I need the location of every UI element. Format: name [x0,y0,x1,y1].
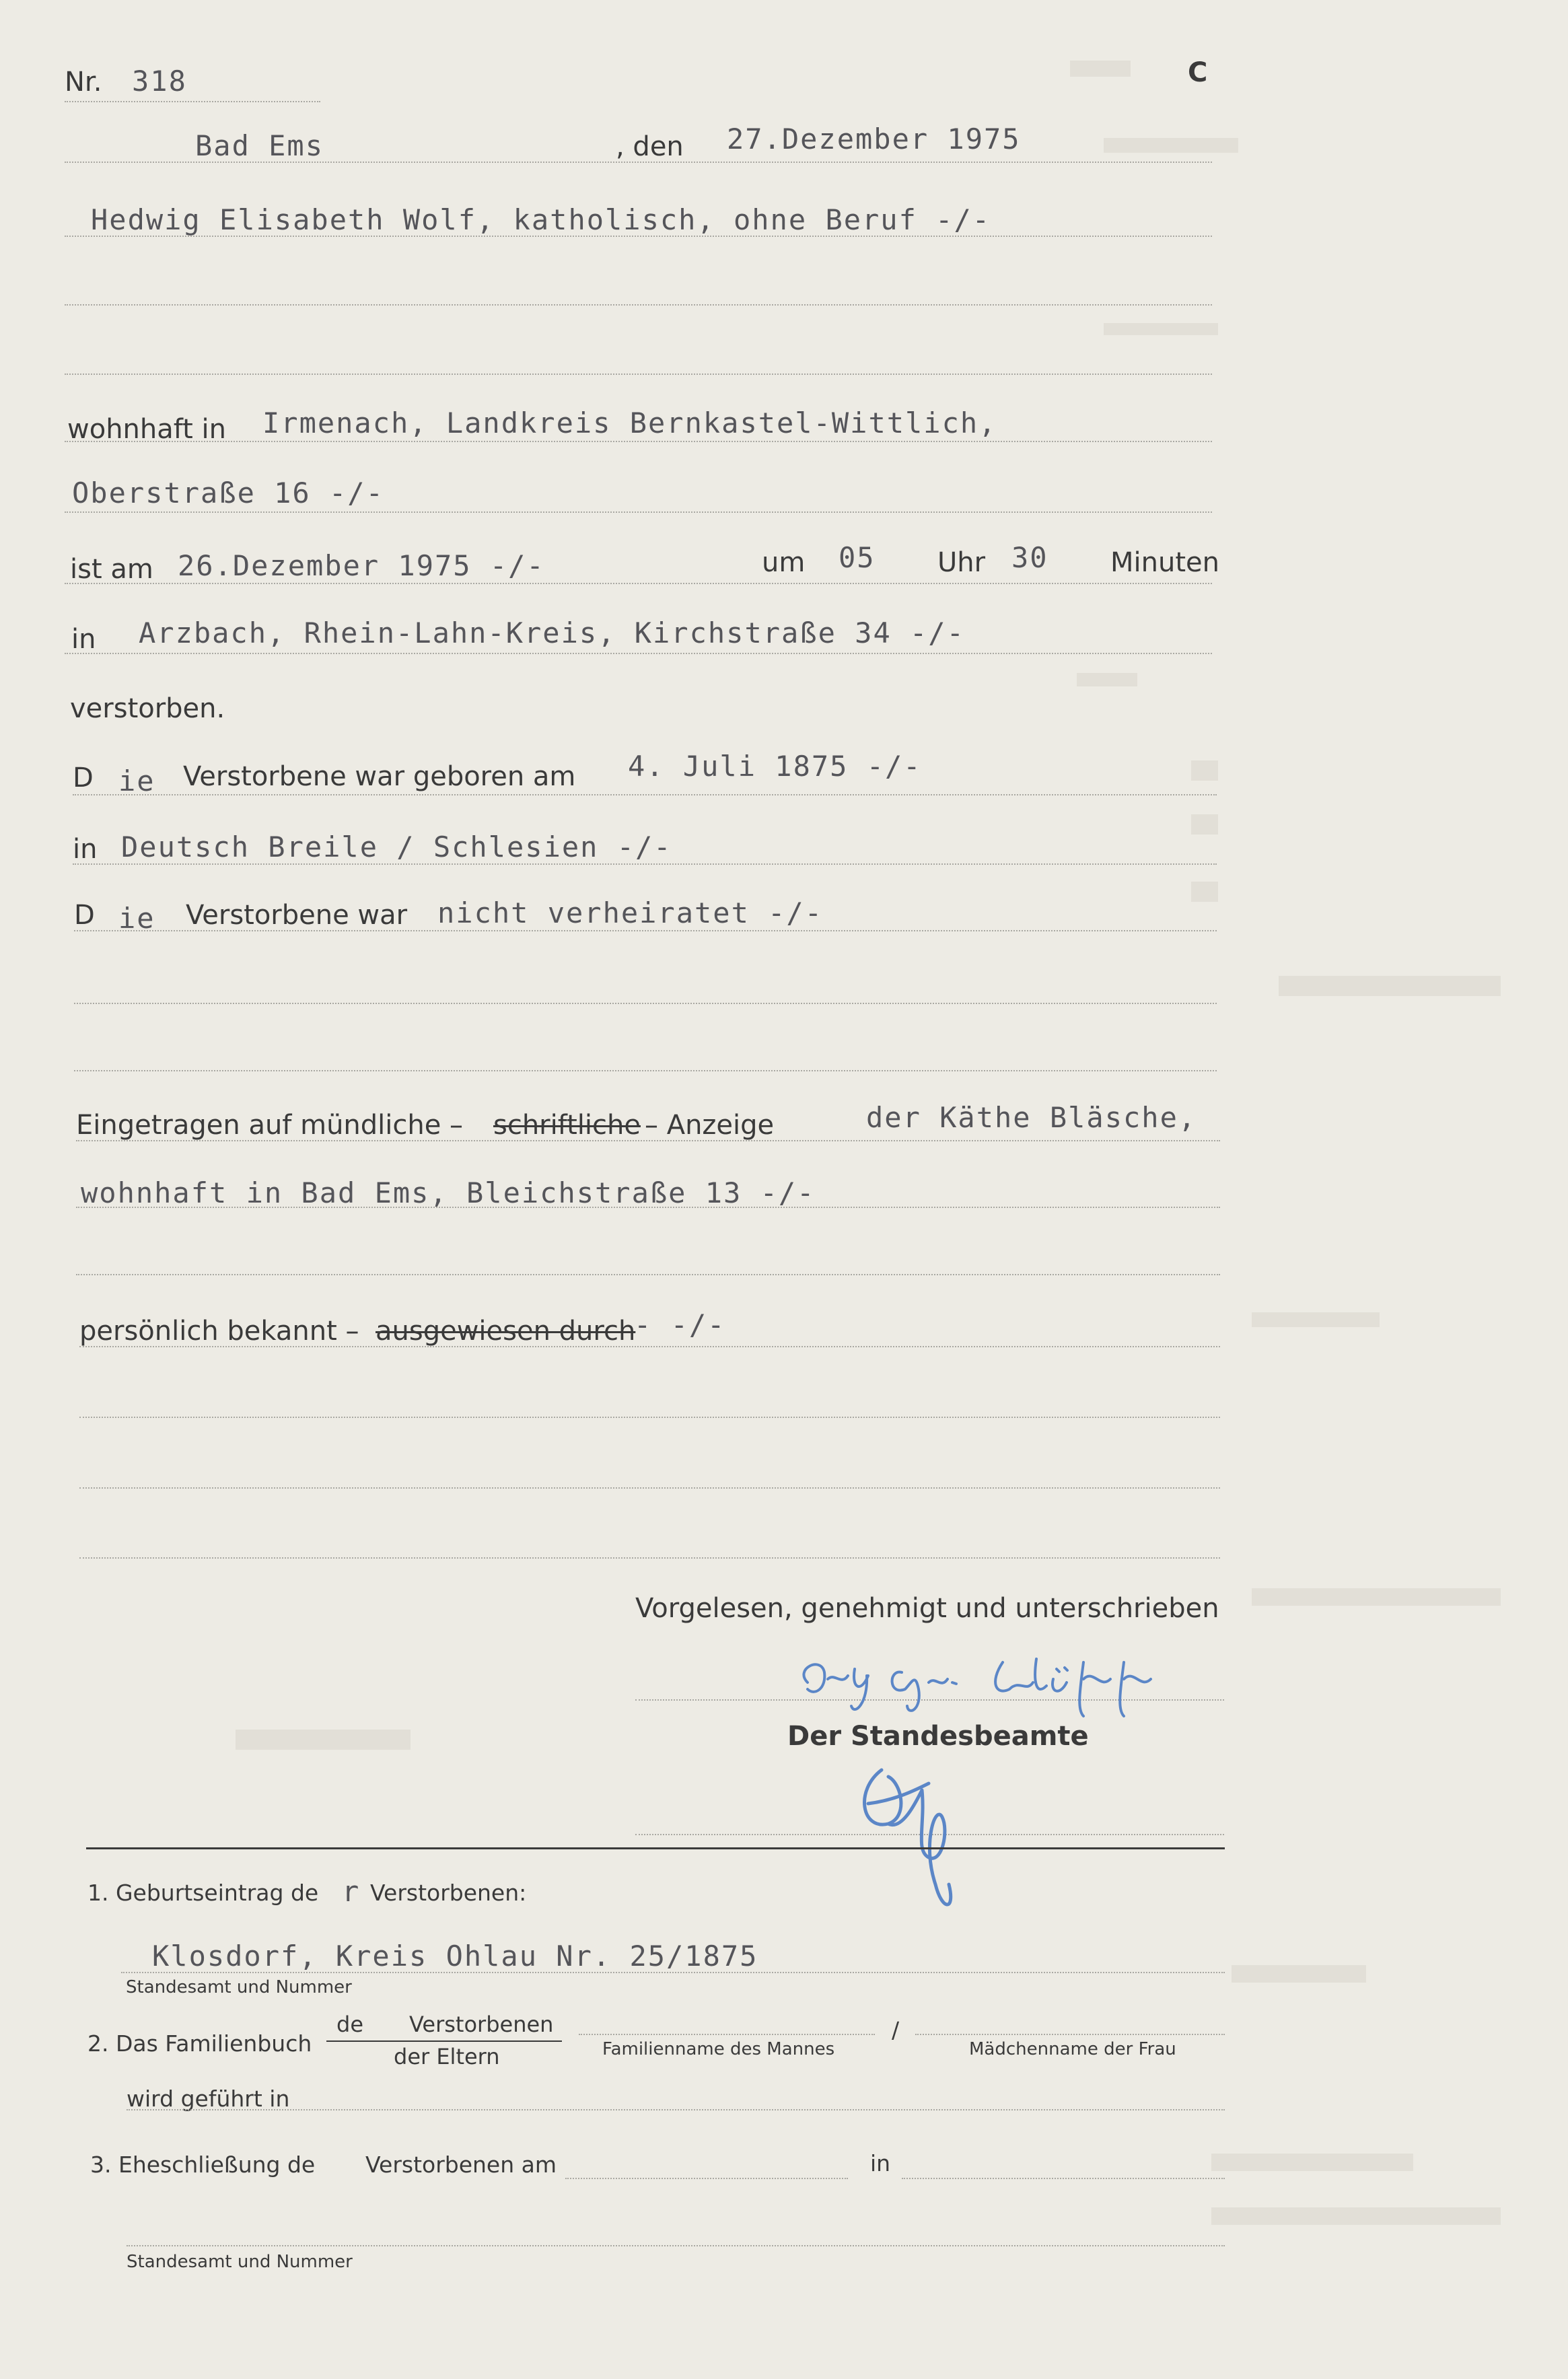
identity-dash: - -/- [634,1308,726,1341]
birth-entry-article: r [342,1875,361,1908]
marital-label: Verstorbene war [186,900,408,931]
wife-name-caption: Mädchenname der Frau [969,2039,1176,2059]
article-d-label: D [74,900,95,931]
notice-label: – Anzeige [645,1110,775,1141]
residence-line-1: Irmenach, Landkreis Bernkastel-Wittlich, [262,406,997,439]
death-hour: 05 [839,541,876,574]
birth-register-entry: Klosdorf, Kreis Ohlau Nr. 25/1875 [152,1940,758,1973]
marriage-place-label: in [870,2150,891,2176]
marriage-place-line [902,2178,1225,2179]
article-ending: ie [118,902,155,935]
blank-line [79,1417,1220,1418]
blank-line [79,1487,1220,1489]
informant-name: der Käthe Bläsche, [866,1101,1197,1134]
marriage-date-line [565,2178,848,2179]
kept-in-line [127,2109,1225,2110]
informant-address: wohnhaft in Bad Ems, Bleichstraße 13 -/- [81,1176,816,1209]
name-line [65,236,1212,237]
struck-written-option: schriftliche [493,1110,641,1141]
residence-line [65,441,1212,442]
husband-name-line [579,2034,875,2035]
birth-date-line [73,794,1217,795]
marriage-label: 3. Eheschließung de [90,2152,316,2178]
family-book-label: 2. Das Familienbuch [87,2030,312,2057]
deceased-name: Hedwig Elisabeth Wolf, katholisch, ohne Beruf -/- [91,203,991,236]
registrar-signature [841,1750,1016,1925]
residence-line-2: Oberstraße 16 -/- [72,476,384,509]
read-approved-text: Vorgelesen, genehmigt und unterschrieben [635,1593,1219,1624]
birth-place: Deutsch Breile / Schlesien -/- [121,830,672,863]
article-ending: ie [118,765,155,797]
kept-in-label: wird geführt in [127,2086,290,2112]
death-place-line [65,653,1212,654]
death-minutes: 30 [1011,541,1048,574]
marital-line [74,930,1217,931]
fraction-bottom-parents: der Eltern [394,2044,500,2069]
hour-label: Uhr [937,547,986,578]
blank-line [74,1070,1217,1071]
registration-label: Eingetragen auf mündliche – [76,1110,464,1141]
death-date-label: ist am [70,554,153,585]
blank-line [74,1003,1217,1004]
registrar-title: Der Standesbeamte [787,1721,1089,1752]
wife-name-line [915,2034,1225,2035]
number-line [65,101,320,102]
footer-divider [86,1847,1225,1849]
blank-line [76,1274,1220,1275]
number-label: Nr. [65,67,102,98]
residence-label: wohnhaft in [67,414,226,445]
death-date: 26.Dezember 1975 -/- [178,549,545,582]
informant-line [76,1140,1220,1141]
identity-line [79,1346,1220,1347]
birth-place-label: in [73,834,98,865]
death-place: Arzbach, Rhein-Lahn-Kreis, Kirchstraße 34 -/- [139,616,965,649]
residence-line [65,511,1212,513]
died-text: verstorben. [70,693,225,724]
name-separator: / [892,2017,900,2043]
registry-number-caption: Standesamt und Nummer [126,1977,352,1997]
marriage-registry-line [127,2245,1225,2246]
informant-address-line [76,1207,1220,1208]
number-value: 318 [132,65,187,98]
registration-date: 27.Dezember 1975 [727,122,1021,155]
death-place-label: in [71,624,96,655]
identity-label: persönlich bekannt – [79,1316,359,1347]
blank-line [79,1557,1220,1559]
marriage-date-label: Verstorbenen am [365,2152,557,2178]
birth-date: 4. Juli 1875 -/- [628,750,922,783]
birth-date-label: Verstorbene war geboren am [183,761,576,792]
fraction-bar [326,2040,562,2042]
marriage-registry-caption: Standesamt und Nummer [127,2252,353,2272]
struck-identified-option: ausgewiesen durch [376,1316,636,1347]
marital-status: nicht verheiratet -/- [437,896,824,929]
date-label: , den [616,131,684,162]
date-line [65,162,1212,163]
death-date-line [65,583,1212,584]
birth-place-line [73,863,1217,865]
registry-place: Bad Ems [195,129,324,162]
article-d-label: D [73,762,94,793]
blank-line [65,304,1212,306]
birth-register-line [121,1972,1225,1973]
fraction-top-article: de [336,2012,363,2037]
husband-name-caption: Familienname des Mannes [602,2039,835,2059]
hour-prefix-label: um [762,547,806,578]
birth-entry-suffix: Verstorbenen: [370,1880,527,1906]
minutes-label: Minuten [1110,547,1219,578]
blank-line [65,374,1212,375]
corner-mark: C [1188,57,1208,88]
fraction-top-deceased: Verstorbenen [409,2012,554,2037]
birth-entry-label: 1. Geburtseintrag de [87,1880,319,1906]
informant-signature [787,1642,1232,1723]
